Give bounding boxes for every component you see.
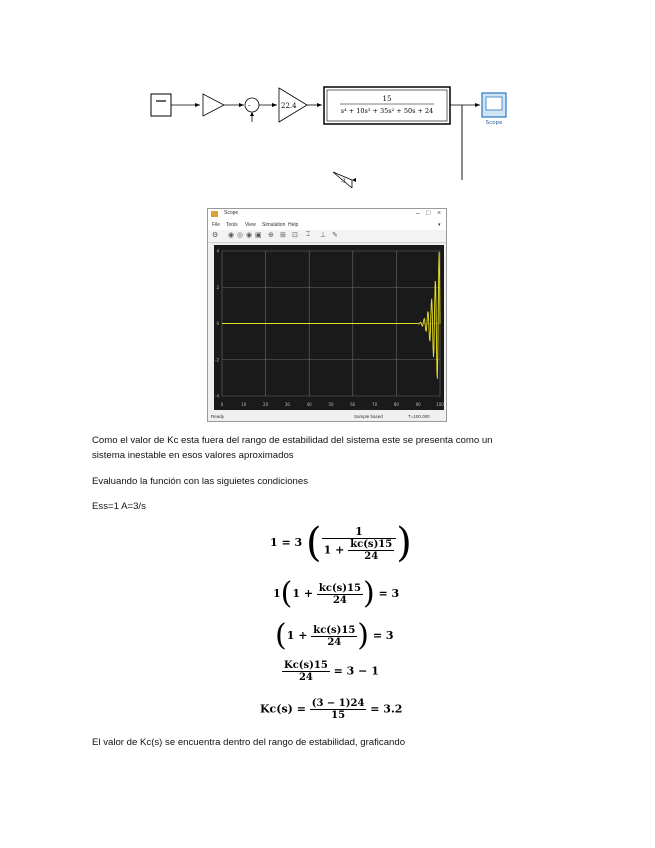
- scope-window-title: Scope: [224, 210, 239, 216]
- matlab-app-icon: [211, 211, 218, 217]
- eq4-num: Kc(s)15: [284, 660, 328, 671]
- cursor-icon[interactable]: ⌶: [306, 231, 311, 238]
- tf-denominator: s⁴ + 10s³ + 35s² + 50s + 24: [340, 107, 434, 115]
- equation-2: 1(1 + $\frac{kc(s)15}{24}$ ) = 3: [273, 576, 400, 611]
- eq1-numerator: 1: [322, 525, 397, 539]
- y-tick-label: 2: [216, 284, 219, 290]
- x-tick-label: 100: [436, 402, 444, 407]
- scope-status-bar: [208, 411, 446, 421]
- eq5-rhs: = 3.2: [370, 702, 403, 716]
- equation-1: 1 = 3 ( 1 1 + $\frac{kc(s)15}{24}$ ): [270, 520, 412, 566]
- status-ready: Ready: [211, 414, 225, 419]
- eq3-kc-den: 24: [327, 636, 342, 648]
- y-tick-label: -4: [215, 393, 219, 399]
- x-tick-label: 0: [220, 402, 224, 407]
- svg-text:-: -: [248, 102, 251, 110]
- equation-4: [282, 660, 379, 683]
- paragraph-unstable-line2: sistema inestable en esos valores aproximados: [92, 450, 294, 461]
- gain-label: 22.4: [281, 102, 297, 110]
- eq1-kc-num: kc(s)15: [350, 538, 393, 550]
- x-tick-label: 60: [350, 402, 356, 407]
- style-icon[interactable]: ✎: [332, 232, 338, 239]
- pan-icon[interactable]: ⊞: [280, 232, 286, 239]
- record-icon[interactable]: ▣: [255, 232, 262, 239]
- y-tick-label: 0: [216, 321, 219, 326]
- x-tick-label: 50: [328, 402, 334, 407]
- simulink-block-diagram: [140, 78, 520, 188]
- menu-tools[interactable]: Tools: [226, 222, 238, 228]
- scope-title-bar: [208, 209, 446, 220]
- eq2-one-plus: 1 +: [292, 587, 314, 600]
- autoscale-icon[interactable]: ⊡: [292, 232, 298, 239]
- x-tick-label: 10: [241, 402, 247, 407]
- eq2-rhs: = 3: [378, 587, 400, 600]
- tf-numerator: 15: [382, 95, 392, 103]
- eq2-kc-num: kc(s)15: [318, 582, 361, 594]
- eq1-den-prefix: 1 +: [323, 543, 345, 556]
- menu-view[interactable]: View: [245, 222, 256, 228]
- transfer-function-block[interactable]: [324, 87, 450, 124]
- x-tick-label: 20: [263, 402, 269, 407]
- minimize-icon[interactable]: –: [416, 210, 420, 217]
- stop-icon[interactable]: ◉: [246, 232, 253, 239]
- step-icon[interactable]: ◎: [237, 232, 244, 239]
- scope-toolbar: [208, 230, 446, 243]
- equation-3: (1 + $\frac{kc(s)15}{24}$ ) = 3: [275, 618, 394, 653]
- x-tick-label: 90: [415, 402, 421, 407]
- measure-icon[interactable]: ⊥: [320, 232, 327, 239]
- paragraph-conditions: Evaluando la función con las siguietes condiciones: [92, 476, 308, 487]
- eq5-lhs: Kc(s) =: [260, 702, 306, 716]
- y-tick-label: -2: [215, 357, 219, 363]
- scope-window: [207, 208, 447, 422]
- close-icon[interactable]: ×: [437, 210, 442, 217]
- x-tick-label: 30: [284, 402, 290, 407]
- menu-simulation[interactable]: Simulation: [262, 222, 286, 228]
- eq3-rhs: = 3: [372, 629, 394, 642]
- eq2-kc-den: 24: [332, 594, 347, 606]
- menu-expand-icon[interactable]: ▾: [438, 222, 441, 228]
- paragraph-ess: Ess=1 A=3/s: [92, 501, 146, 512]
- x-tick-label: 70: [372, 402, 378, 407]
- eq3-kc-num: kc(s)15: [313, 624, 356, 636]
- eq5-num: (3 − 1)24: [311, 698, 365, 709]
- eq3-one-plus: 1 +: [286, 629, 308, 642]
- input-gain-block[interactable]: [203, 94, 224, 116]
- eq5-den: 15: [331, 710, 346, 721]
- step-source-block[interactable]: [151, 94, 171, 116]
- status-time: T=100.000: [408, 414, 430, 419]
- status-sample-based: Sample based: [354, 414, 383, 419]
- run-icon[interactable]: ◉: [228, 232, 235, 239]
- y-tick-label: 4: [216, 248, 219, 254]
- eq4-rhs: = 3 − 1: [333, 664, 379, 678]
- x-tick-label: 80: [393, 402, 399, 407]
- menu-help[interactable]: Help: [288, 222, 299, 228]
- maximize-icon[interactable]: □: [426, 210, 431, 217]
- menu-file[interactable]: File: [212, 222, 221, 228]
- settings-icon[interactable]: ⚙: [212, 232, 219, 239]
- paragraph-unstable-line1: Como el valor de Kc esta fuera del rango de estabilidad del sistema este se presenta como un: [92, 435, 493, 446]
- eq1-kc-den: 24: [364, 550, 379, 562]
- zoom-icon[interactable]: ⊕: [268, 232, 274, 239]
- feedback-gain-label: -1: [341, 178, 346, 185]
- scope-plot-area: [214, 245, 444, 410]
- paragraph-conclusion: El valor de Kc(s) se encuentra dentro del rango de estabilidad, graficando: [92, 737, 406, 748]
- scope-label: Scope: [485, 120, 503, 126]
- scope-menu-bar: [208, 220, 446, 230]
- x-tick-label: 40: [306, 402, 312, 407]
- eq2-prefix: 1: [273, 587, 281, 600]
- eq4-den: 24: [298, 672, 313, 683]
- eq1-lhs: 1 = 3: [270, 536, 303, 549]
- equation-5: [260, 698, 402, 721]
